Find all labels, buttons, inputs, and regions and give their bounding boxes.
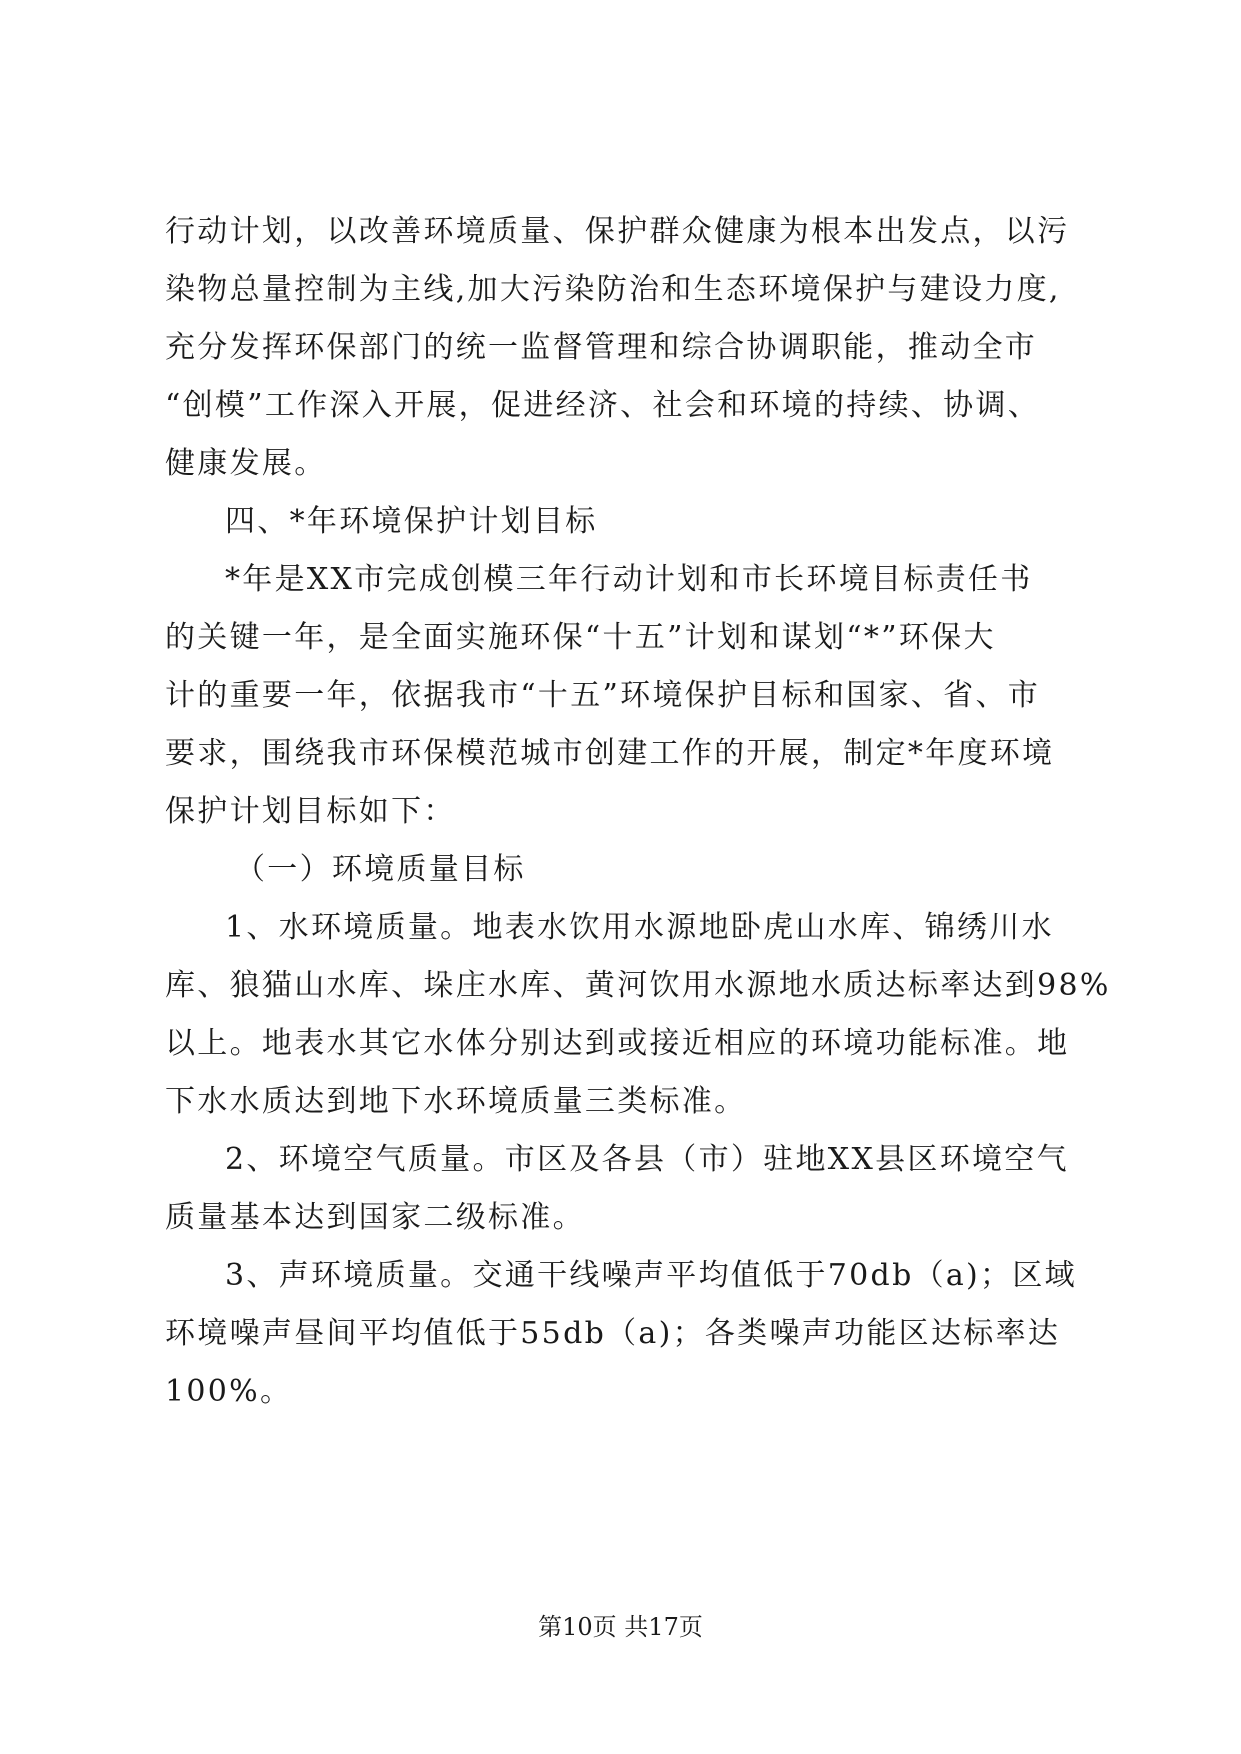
body-text-line: 以上。地表水其它水体分别达到或接近相应的环境功能标准。地 [165,1026,1070,1061]
body-text-line: 的关键一年，是全面实施环保“十五”计划和谋划“*”环保大 [165,620,996,655]
section-heading: 四、*年环境保护计划目标 [225,504,598,539]
body-text-line: 3、声环境质量。交通干线噪声平均值低于70db（a)；区域 [225,1258,1077,1293]
body-text-line: 环境噪声昼间平均值低于55db（a)；各类噪声功能区达标率达 [165,1316,1061,1351]
body-text-line: 2、环境空气质量。市区及各县（市）驻地XX县区环境空气 [225,1142,1069,1177]
body-text-line: 库、狼猫山水库、垛庄水库、黄河饮用水源地水质达标率达到98% [165,968,1111,1003]
body-text-line: 充分发挥环保部门的统一监督管理和综合协调职能，推动全市 [165,330,1038,365]
body-text-line: 质量基本达到国家二级标准。 [165,1200,585,1235]
body-text-line: 保护计划目标如下： [165,794,456,829]
body-text-line: 下水水质达到地下水环境质量三类标准。 [165,1084,747,1119]
page-number-footer: 第10页 共17页 [538,1613,703,1641]
body-text-line: 1、水环境质量。地表水饮用水源地卧虎山水库、锦绣川水 [225,910,1054,945]
body-text-line: 计的重要一年，依据我市“十五”环境保护目标和国家、省、市 [165,678,1041,713]
body-text-line: 行动计划，以改善环境质量、保护群众健康为根本出发点，以污 [165,214,1070,249]
body-text-line: 100%。 [165,1374,293,1409]
body-text-line: “创模”工作深入开展，促进经济、社会和环境的持续、协调、 [165,388,1041,423]
body-text-line: 要求，围绕我市环保模范城市创建工作的开展，制定*年度环境 [165,736,1055,771]
body-text-line: 健康发展。 [165,446,327,481]
subsection-heading: （一）环境质量目标 [235,852,526,887]
body-text-line: 染物总量控制为主线,加大污染防治和生态环境保护与建设力度, [165,272,1061,307]
body-text-line: *年是XX市完成创模三年行动计划和市长环境目标责任书 [225,562,1033,597]
